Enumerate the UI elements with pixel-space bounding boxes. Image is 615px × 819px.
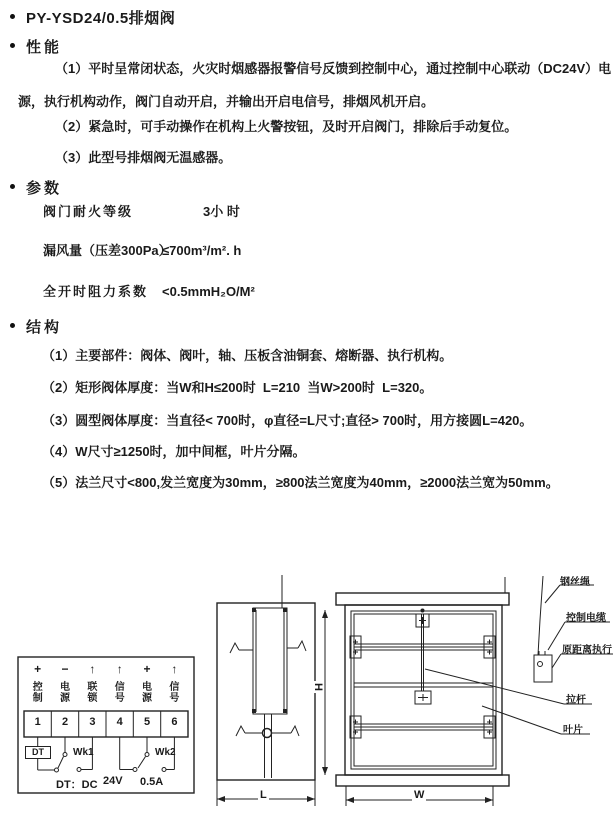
terminal-number: 6 <box>171 716 178 728</box>
callout-pull-rod: 拉杆 <box>566 695 586 706</box>
terminal-label-signal: 信号 <box>114 682 125 704</box>
terminal-wires <box>38 737 175 772</box>
bullet-icon <box>10 14 15 19</box>
terminal-number: 2 <box>61 716 69 728</box>
performance-item-1-line1: （1）平时呈常闭状态，火灾时烟感器报警信号反馈到控制中心，通过控制中心联动（DC24V）电 <box>55 61 612 76</box>
structure-item-5: （5）法兰尺寸<800,发兰宽度为30mm，≥800法兰宽度为40mm，≥2000法兰宽为50mm。 <box>42 475 559 490</box>
callout-remote-actuator: 原距离执行 <box>562 645 612 656</box>
callout-control-cable: 控制电缆 <box>566 613 606 624</box>
page-title: PY-YSD24/0.5排烟阀 <box>26 10 176 27</box>
page-title-row <box>10 7 175 28</box>
blade-side-profile <box>252 608 287 778</box>
terminal-label-power: 电源 <box>60 682 70 704</box>
terminal-number: 4 <box>116 716 123 728</box>
polarity-plus-symbol: + <box>143 662 151 676</box>
param-label: 漏风量（压差300Pa） <box>43 243 172 258</box>
terminal-number: 5 <box>143 716 151 728</box>
bullet-icon <box>10 323 15 328</box>
section-heading-structure: 结构 <box>10 316 62 337</box>
structure-item-1: （1）主要部件：阀体、阀叶，轴、压板含油铜套、熔断器、执行机构。 <box>42 348 453 363</box>
terminal-number: 1 <box>34 716 41 728</box>
arrow-up-icon: ↑ <box>171 662 178 676</box>
param-value: 3小 时 <box>203 204 240 219</box>
polarity-plus-symbol: + <box>34 662 42 676</box>
dt-solenoid-box: DT <box>25 746 51 759</box>
callout-blade: 叶片 <box>563 725 583 736</box>
performance-item-3: （3）此型号排烟阀无温感器。 <box>55 150 232 165</box>
dimension-label-w: W <box>414 789 425 801</box>
dimension-label-h: H <box>311 683 324 691</box>
terminal-label-interlock: 联锁 <box>87 682 98 704</box>
valve-side-view-diagram <box>205 565 340 819</box>
section-heading-performance: 性能 <box>10 36 62 57</box>
arrow-up-icon: ↑ <box>89 662 96 676</box>
switch-label-wk1: Wk1 <box>73 747 94 758</box>
dt-dc-label: DT：DC <box>56 779 98 791</box>
dimension-label-l: L <box>260 789 267 801</box>
callout-leader-lines <box>425 585 613 734</box>
pull-rod-assembly <box>415 609 431 705</box>
switch-label-wk2: Wk2 <box>155 747 176 758</box>
polarity-minus-symbol: − <box>61 662 69 676</box>
arrow-up-icon: ↑ <box>116 662 123 676</box>
param-label: 阀门耐火等级 <box>43 204 134 219</box>
param-value: <0.5mmH₂O/M² <box>162 284 255 299</box>
section-heading-parameters: 参数 <box>10 177 62 198</box>
voltage-label: 24V <box>103 775 123 787</box>
structure-item-4: （4）W尺寸≥1250时，加中间框，叶片分隔。 <box>42 444 306 459</box>
param-value: ≤700m³/m². h <box>162 243 242 258</box>
callout-wire-rope: 钢丝绳 <box>560 577 590 588</box>
valve-front-view-diagram <box>330 565 615 819</box>
terminal-label-control: 控制 <box>32 682 43 704</box>
structure-item-3: （3）圆型阀体厚度：当直径< 700时，φ直径=L尺寸;直径> 700时，用方接圆L=420。 <box>42 413 533 428</box>
current-label: 0.5A <box>140 776 164 788</box>
terminal-label-signal: 信号 <box>169 682 180 704</box>
terminal-number: 3 <box>89 716 96 728</box>
structure-item-2: （2）矩形阀体厚度：当W和H≤200时 L=210 当W>200时 L=320。 <box>42 380 433 395</box>
performance-item-1-line2: 源，执行机构动作，阀门自动开启，并输出开启电信号，排烟风机开启。 <box>18 94 435 109</box>
param-label: 全开时阻力系数 <box>43 284 149 299</box>
break-marks <box>230 641 306 736</box>
bullet-icon <box>10 43 15 48</box>
remote-actuator-assembly <box>534 576 552 682</box>
terminal-label-power: 电源 <box>142 682 152 704</box>
bullet-icon <box>10 184 15 189</box>
terminal-wiring-diagram <box>14 650 204 800</box>
performance-item-2: （2）紧急时，可手动操作在机构上火警按钮，及时开启阀门，排除后手动复位。 <box>55 119 518 134</box>
